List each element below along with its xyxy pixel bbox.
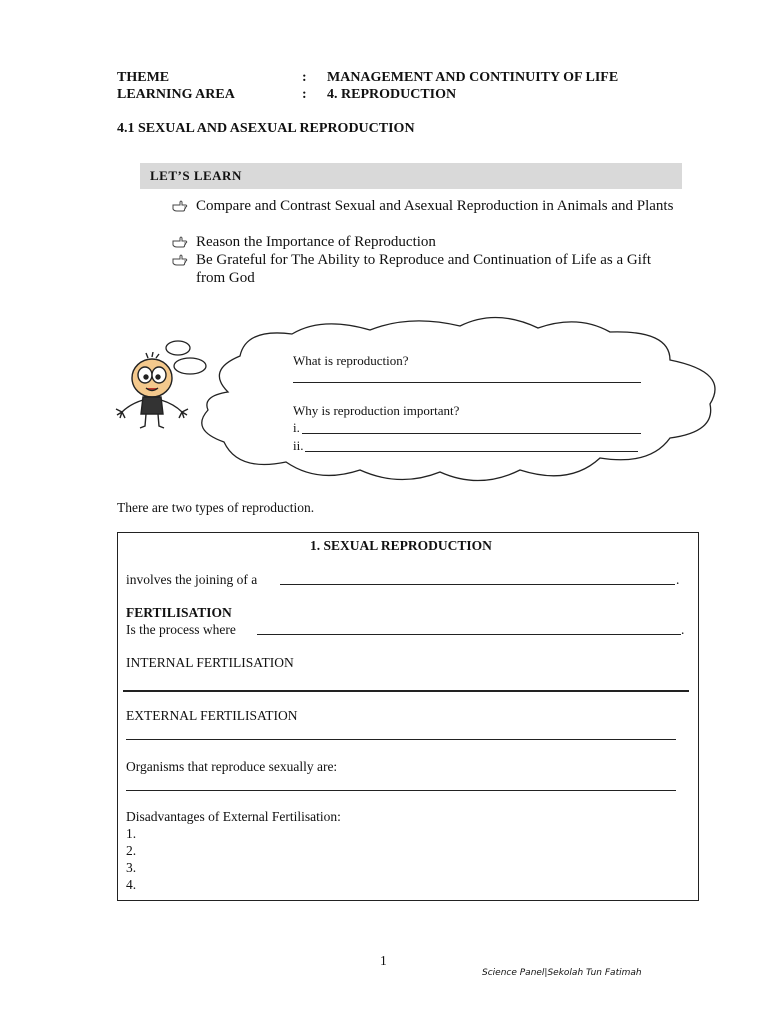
objective-item	[172, 233, 672, 251]
answer-line	[126, 739, 676, 740]
answer-line	[293, 382, 641, 383]
objective-text: Be Grateful for The Ability to Reproduce and Continuation of Life as a Gift from God	[196, 252, 652, 286]
page-number: 1	[380, 953, 387, 968]
cloud-question-why: Why is reproduction important?	[293, 403, 460, 418]
learning-area-label: LEARNING AREA	[117, 87, 235, 102]
answer-line	[126, 790, 676, 791]
lets-learn-bar	[140, 163, 682, 189]
footer-text: Science Panel|Sekolah Tun Fatimah	[482, 968, 642, 978]
box-title: 1. SEXUAL REPRODUCTION	[310, 538, 492, 553]
objective-item	[172, 197, 672, 233]
cloud-line-label-i: i.	[293, 420, 300, 435]
disadvantages-text: Disadvantages of External Fertilisation:	[126, 809, 341, 824]
fertilisation-text: Is the process where	[126, 622, 236, 637]
cloud-line-label-ii: ii.	[293, 438, 304, 453]
period: .	[676, 572, 680, 587]
involves-text: involves the joining of a	[126, 572, 258, 587]
learning-area-colon: :	[302, 87, 307, 102]
pointing-hand-icon	[172, 199, 188, 213]
fertilisation-heading: FERTILISATION	[126, 605, 232, 620]
list-number: 3.	[126, 860, 137, 875]
answer-line	[302, 433, 641, 434]
section-title: 4.1 SEXUAL AND ASEXUAL REPRODUCTION	[117, 121, 415, 136]
learning-area-value: 4. REPRODUCTION	[327, 87, 457, 102]
internal-fertilisation-label: INTERNAL FERTILISATION	[126, 655, 294, 670]
answer-line	[123, 690, 689, 692]
theme-label: THEME	[117, 70, 170, 85]
list-number: 2.	[126, 843, 137, 858]
organisms-text: Organisms that reproduce sexually are:	[126, 759, 338, 774]
thought-cloud	[150, 312, 730, 492]
objective-text: Compare and Contrast Sexual and Asexual Reproduction in Animals and Plants	[196, 198, 674, 214]
theme-colon: :	[302, 70, 307, 85]
list-number: 1.	[126, 826, 137, 841]
answer-line	[257, 634, 681, 635]
objective-text: Reason the Importance of Reproduction	[196, 234, 436, 250]
pointing-hand-icon	[172, 253, 188, 267]
answer-line	[305, 451, 638, 452]
lets-learn-label: LET’S LEARN	[150, 168, 242, 183]
intro-text: There are two types of reproduction.	[117, 500, 315, 515]
external-fertilisation-label: EXTERNAL FERTILISATION	[126, 708, 298, 723]
period: .	[681, 622, 685, 637]
pointing-hand-icon	[172, 235, 188, 249]
cloud-question-what: What is reproduction?	[293, 353, 409, 368]
objective-item	[172, 251, 672, 287]
theme-value: MANAGEMENT AND CONTINUITY OF LIFE	[327, 70, 619, 85]
list-number: 4.	[126, 877, 137, 892]
answer-line	[280, 584, 675, 585]
